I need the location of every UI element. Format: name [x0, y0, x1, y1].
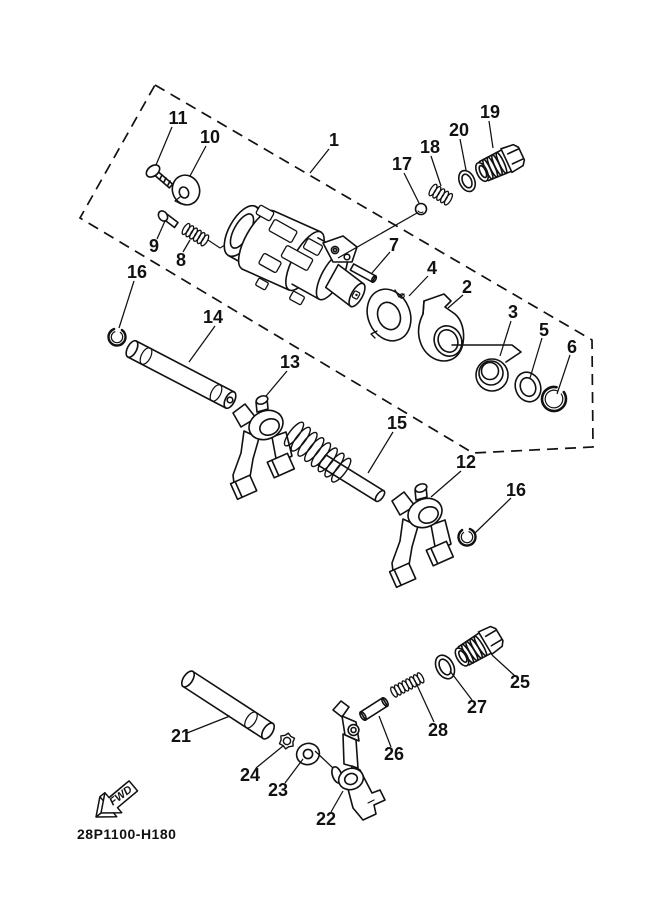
- part-fork-spring: [282, 420, 387, 503]
- fwd-arrow: [96, 781, 138, 817]
- callout-17: 17: [391, 154, 413, 174]
- part-cam-stopper: [419, 294, 467, 361]
- part-plate-washer: [168, 171, 204, 208]
- part-stopper-plate: [360, 283, 419, 348]
- part-screw-plug: [472, 142, 527, 186]
- callout-23: 23: [267, 780, 289, 800]
- part-shift-fork-2: [390, 482, 454, 587]
- callout-3: 3: [507, 302, 519, 322]
- callout-21: 21: [170, 726, 192, 746]
- callout-26: 26: [383, 744, 405, 764]
- part-roller-pin: [359, 697, 390, 721]
- callout-20: 20: [448, 120, 470, 140]
- callout-19: 19: [479, 102, 501, 122]
- part-circlip-2: [456, 526, 478, 548]
- callout-16-upper: 16: [126, 262, 148, 282]
- part-torsion-spring: [452, 345, 521, 391]
- callout-8: 8: [175, 250, 187, 270]
- part-stopper-lever: [330, 701, 385, 820]
- fwd-arrow-label: FWD: [107, 783, 135, 809]
- part-screw-plug-2: [451, 623, 506, 670]
- callout-2: 2: [461, 277, 473, 297]
- callout-14: 14: [202, 307, 224, 327]
- part-lever-spring: [389, 672, 425, 698]
- callout-24: 24: [239, 765, 261, 785]
- callout-27: 27: [466, 697, 488, 717]
- part-detent-spring: [428, 183, 454, 206]
- callout-6: 6: [566, 337, 578, 357]
- part-plain-washer: [511, 369, 545, 406]
- part-circlip-large: [537, 382, 570, 415]
- callout-10: 10: [199, 127, 221, 147]
- callout-25: 25: [509, 672, 531, 692]
- callout-13: 13: [279, 352, 301, 372]
- diagram-code: 28P1100-H180: [77, 826, 177, 842]
- part-shift-cam-drum: [217, 200, 368, 309]
- part-circlip: [105, 325, 129, 349]
- callout-18: 18: [419, 137, 441, 157]
- callout-1: 1: [328, 130, 340, 150]
- callout-5: 5: [538, 320, 550, 340]
- callout-22: 22: [315, 809, 337, 829]
- callout-9: 9: [148, 236, 160, 256]
- callout-7: 7: [388, 235, 400, 255]
- part-gasket-washer: [456, 168, 479, 194]
- part-shift-fork-1: [231, 394, 295, 499]
- part-ball: [416, 204, 427, 215]
- callout-15: 15: [386, 413, 408, 433]
- callout-11: 11: [168, 108, 188, 128]
- callout-12: 12: [455, 452, 477, 472]
- part-screw: [144, 162, 173, 187]
- callout-4: 4: [426, 258, 438, 278]
- part-spring-small: [181, 222, 211, 247]
- part-lock-washer: [277, 732, 297, 750]
- part-pin: [156, 209, 178, 227]
- part-fork-guide-bar: [124, 339, 238, 410]
- callout-16-right: 16: [505, 480, 527, 500]
- callout-28: 28: [427, 720, 449, 740]
